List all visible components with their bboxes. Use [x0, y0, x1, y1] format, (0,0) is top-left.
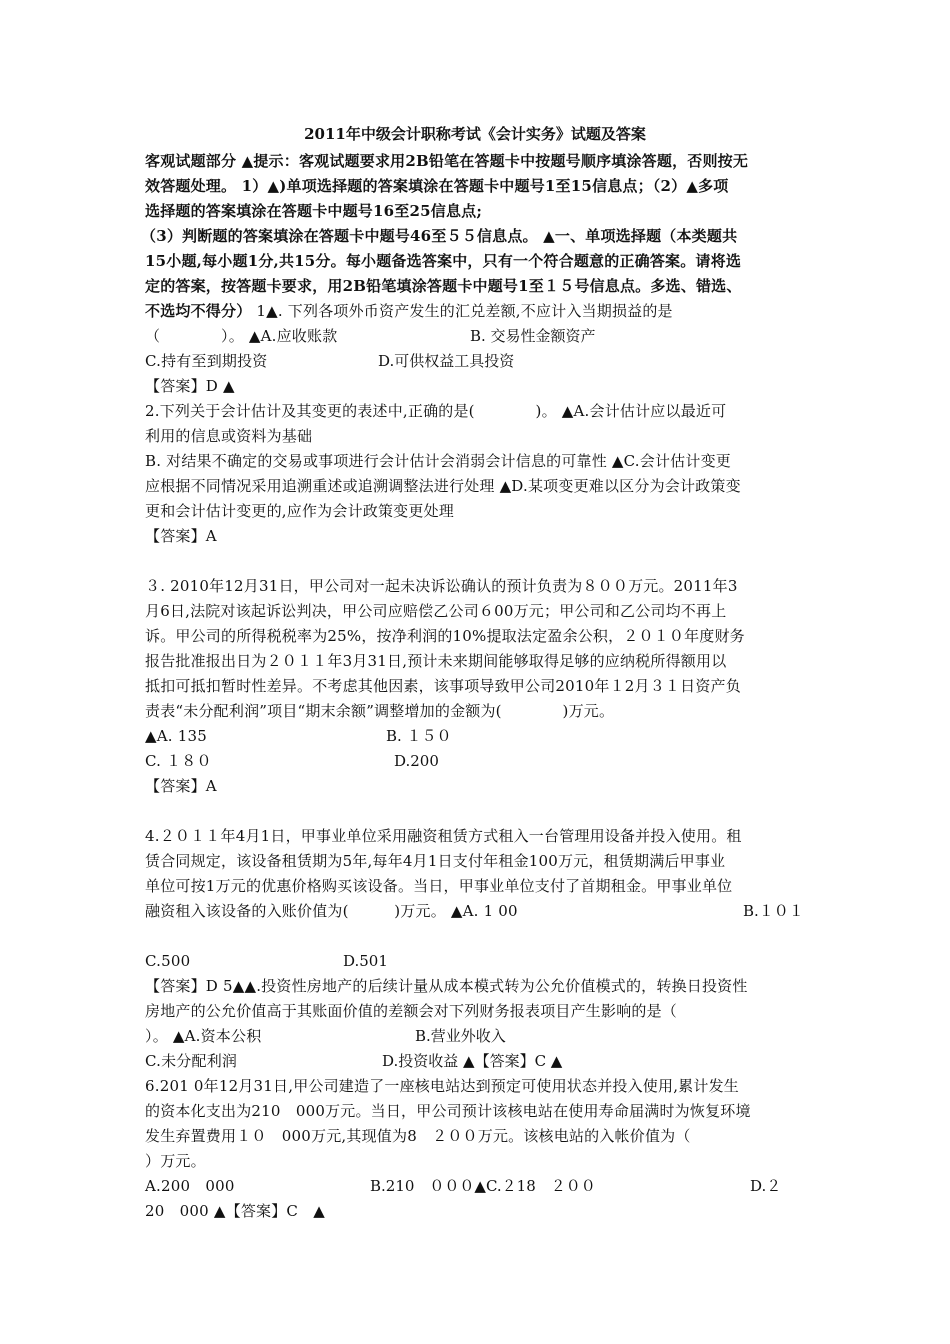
q3-answer: 【答案】A	[145, 777, 217, 795]
q3-line-4: 报告批准报出日为２０１１年3月31日,预计未来期间能够取得足够的应纳税所得额用以	[145, 652, 727, 670]
q6-line-2: 的资本化支出为210 000万元。当日，甲公司预计该核电站在使用寿命届满时为恢复环境	[145, 1102, 751, 1120]
q2-line-3: B. 对结果不确定的交易或事项进行会计估计会消弱会计信息的可靠性 ▲C.会计估计变更	[145, 452, 731, 470]
document-title: 2011年中级会计职称考试《会计实务》试题及答案	[304, 125, 646, 143]
q5-line-1: 【答案】D 5▲▲.投资性房地产的后续计量从成本模式转为公允价值模式的，转换日投资性	[145, 977, 748, 995]
q2-answer: 【答案】A	[145, 527, 217, 545]
q3-line-5: 抵扣可抵扣暂时性差异。不考虑其他因素，该事项导致甲公司2010年１2月３１日资产负	[145, 677, 741, 695]
q1-stem	[145, 299, 673, 324]
q3-line-2: 月6日,法院对该起诉讼判决，甲公司应赔偿乙公司６00万元；甲公司和乙公司均不再上	[145, 602, 727, 620]
q6-option-b-c: B.210 ０００▲C.２18 ２００	[370, 1177, 596, 1195]
q3-option-b: B. １５０	[386, 727, 452, 745]
q3-option-c: C. １８０	[145, 752, 212, 770]
q4-line-4: 融资租入该设备的入账价值为( )万元。 ▲A. 1 00	[145, 902, 518, 920]
q3-option-a: ▲A. 135	[145, 727, 207, 745]
q3-line-3: 诉。甲公司的所得税税率为25%，按净利润的10%提取法定盈余公积，２０１０年度财务	[145, 627, 745, 645]
q2-line-2: 利用的信息或资料为基础	[145, 427, 313, 445]
intro-line-4: （3）判断题的答案填涂在答题卡中题号46至５５信息点。 ▲一、单项选择题（本类题共	[141, 227, 738, 245]
q3-option-d: D.200	[394, 752, 439, 770]
q6-option-a: A.200 000	[145, 1177, 235, 1195]
q5-option-a: ）。 ▲A.资本公积	[145, 1027, 262, 1045]
q6-line-3: 发生弃置费用１０ 000万元,其现值为8 ２００万元。该核电站的入帐价值为（	[145, 1127, 691, 1145]
q4-option-d: D.501	[343, 952, 388, 970]
q1-answer: 【答案】D ▲	[145, 377, 235, 395]
q5-option-c: C.未分配利润	[145, 1052, 238, 1070]
q2-line-5: 更和会计估计变更的,应作为会计政策变更处理	[145, 502, 454, 520]
intro-line-5: 15小题,每小题1分,共15分。每小题备选答案中，只有一个符合题意的正确答案。请将选	[145, 252, 742, 270]
q1-option-a: （ ）。 ▲A.应收账款	[145, 327, 338, 345]
q6-answer: 20 000 ▲【答案】C ▲	[145, 1202, 326, 1220]
intro-line-3: 选择题的答案填涂在答题卡中题号16至25信息点;	[145, 202, 483, 220]
q3-line-1: ３. 2010年12月31日，甲公司对一起未决诉讼确认的预计负责为８００万元。2011年3	[145, 577, 738, 595]
q5-line-2: 房地产的公允价值高于其账面价值的差额会对下列财务报表项目产生影响的是（	[145, 1002, 678, 1020]
intro-line-1: 客观试题部分 ▲提示：客观试题要求用2B铅笔在答题卡中按题号顺序填涂答题，否则按无	[145, 152, 749, 170]
q4-line-2: 赁合同规定，该设备租赁期为5年,每年4月1日支付年租金100万元，租赁期满后甲事业	[145, 852, 726, 870]
q2-line-1: 2.下列关于会计估计及其变更的表述中,正确的是( )。 ▲A.会计估计应以最近可	[145, 402, 727, 420]
q5-option-d: D.投资收益 ▲【答案】C ▲	[382, 1052, 563, 1070]
intro-line-6: 定的答案，按答题卡要求，用2B铅笔填涂答题卡中题号1至１５号信息点。多选、错选、	[145, 277, 742, 295]
q1-question: 1▲. 下列各项外币资产发生的汇兑差额,不应计入当期损益的是	[251, 302, 673, 320]
q2-line-4: 应根据不同情况采用追溯重述或追溯调整法进行处理 ▲D.某项变更难以区分为会计政策变	[145, 477, 741, 495]
q5-option-b: B.营业外收入	[415, 1027, 506, 1045]
q1-option-b: B. 交易性金额资产	[470, 327, 596, 345]
q4-option-c: C.500	[145, 952, 191, 970]
q6-line-4: ）万元。	[145, 1152, 206, 1170]
q1-option-d: D.可供权益工具投资	[378, 352, 515, 370]
q1-option-c: C.持有至到期投资	[145, 352, 268, 370]
q6-line-1: 6.201 0年12月31日,甲公司建造了一座核电站达到预定可使用状态并投入使用,累计发生	[145, 1077, 739, 1095]
q4-line-1: 4.２０１１年4月1日，甲事业单位采用融资租赁方式租入一台管理用设备并投入使用。租	[145, 827, 742, 845]
q6-option-d: D.２	[750, 1177, 782, 1195]
intro-line-2: 效答题处理。 1）▲)单项选择题的答案填涂在答题卡中题号1至15信息点；（2）▲多项	[145, 177, 729, 195]
q4-option-b: B.１０１	[743, 902, 804, 920]
q1-instruction-tail: 不选均不得分）	[145, 302, 252, 320]
q3-line-6: 责表“未分配利润”项目“期末余额”调整增加的金额为( )万元。	[145, 702, 615, 720]
q4-line-3: 单位可按1万元的优惠价格购买该设备。当日，甲事业单位支付了首期租金。甲事业单位	[145, 877, 733, 895]
